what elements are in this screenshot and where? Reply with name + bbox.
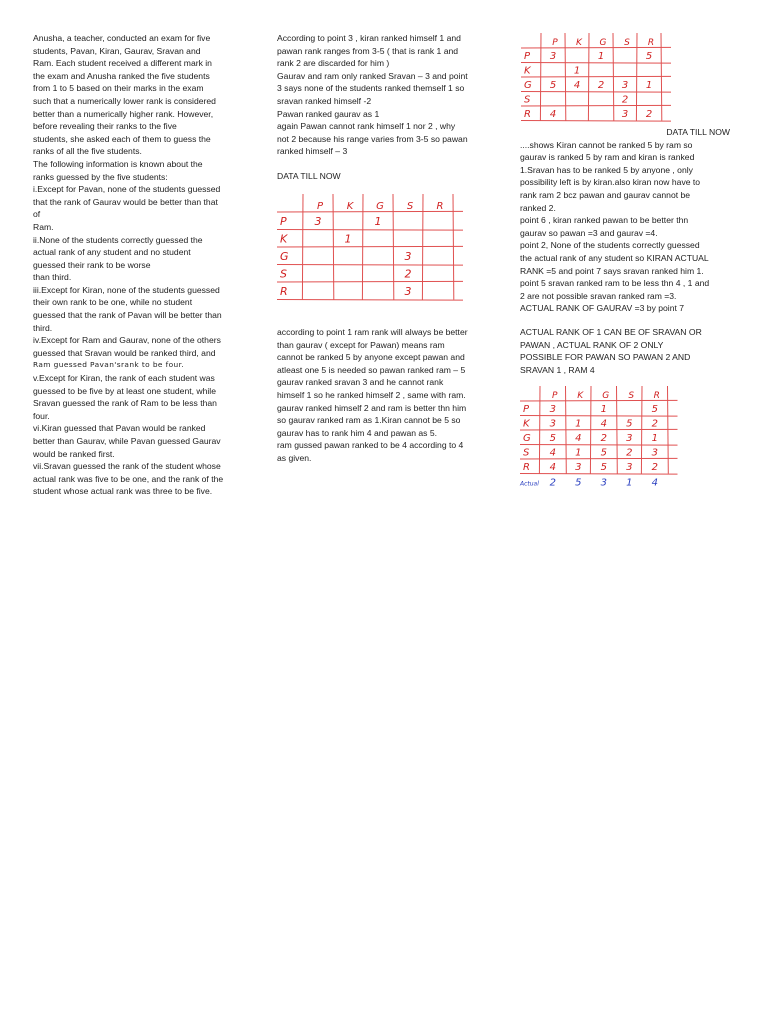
solution-part-2 <box>277 326 495 465</box>
column-header: S <box>628 391 635 401</box>
solution-conclusion <box>520 326 742 376</box>
column-header: R <box>653 391 660 401</box>
text-line: Anusha, a teacher, conducted an exam for five <box>33 33 211 43</box>
row-label: S <box>523 447 530 459</box>
grid-vline <box>641 386 642 474</box>
actual-rank-value: 3 <box>600 477 607 489</box>
grid-cell-value: 2 <box>621 94 629 106</box>
text-line: ii.None of the students correctly guessed the <box>33 234 203 245</box>
text-line: PAWAN , ACTUAL RANK OF 2 ONLY <box>520 339 664 350</box>
grid-hline <box>520 445 678 446</box>
grid-hline <box>277 246 463 247</box>
text-line: Ram guessed Pavan'srank to be four. <box>33 360 185 370</box>
text-line: sravan ranked himself -2 <box>277 95 372 106</box>
text-line: of <box>33 209 41 220</box>
text-line: himself 1 so he ranked himself 2 , same with ram. <box>277 389 466 400</box>
text-line: as given. <box>277 452 312 463</box>
grid-cell-value: 1 <box>573 65 581 77</box>
text-line: better than a numerically higher rank. However, <box>33 108 214 119</box>
text-line: the actual rank of any student so KIRAN ACTUAL <box>520 252 709 263</box>
grid-vline <box>539 386 540 474</box>
grid-hline <box>277 281 463 282</box>
text-line: Ram. <box>33 221 54 232</box>
text-line: before revealing their ranks to the five <box>33 121 177 132</box>
text-line: guessed that the rank of Pavan will be better than <box>33 310 222 321</box>
text-line: cannot be ranked 5 by anyone except pawan and <box>277 352 465 363</box>
column-header: P <box>552 38 558 48</box>
grid-hline <box>521 76 671 77</box>
grid-hline <box>521 63 671 64</box>
grid-cell-value: 3 <box>626 432 633 444</box>
text-line: third. <box>33 322 53 333</box>
text-line: point 6 , kiran ranked pawan to be better thn <box>520 215 689 226</box>
grid-vline <box>661 33 662 121</box>
grid-vline <box>636 33 637 121</box>
text-line: atleast one 5 is needed so pawan ranked ram – 5 <box>277 364 466 375</box>
text-line: according to point 1 ram rank will always be better <box>277 327 468 337</box>
solution-part-3 <box>520 126 742 315</box>
grid-vline <box>333 194 334 300</box>
grid-cell-value: 2 <box>404 267 412 281</box>
grid-cell-value: 2 <box>651 461 658 473</box>
text-line: ranks of all the five students. <box>33 146 142 157</box>
row-label: P <box>524 50 531 62</box>
grid-vline <box>302 194 303 300</box>
row-label: S <box>280 267 287 281</box>
grid-cell-value: 4 <box>549 108 557 120</box>
grid-cell-value: 5 <box>549 79 557 91</box>
row-label: P <box>523 403 530 415</box>
text-line: than gaurav ( except for Pawan) means ram <box>277 339 445 350</box>
grid-cell-value: 4 <box>549 447 556 459</box>
grid-hline <box>521 105 671 106</box>
row-label: K <box>523 418 530 430</box>
grid-hline <box>277 265 463 266</box>
grid-cell-value: 3 <box>404 285 412 299</box>
column-header: P <box>552 391 558 401</box>
rank-grid-2 <box>521 33 661 125</box>
row-label: S <box>524 94 531 106</box>
text-line: not 2 because his range varies from 3-5 so pawan <box>277 133 468 144</box>
grid-cell-value: 2 <box>597 79 605 91</box>
grid-vline <box>565 33 566 121</box>
row-label: K <box>280 232 288 246</box>
grid-cell-value: 3 <box>575 461 582 473</box>
text-line: gaurav has to rank him 4 and pawan as 5. <box>277 427 438 438</box>
row-label: G <box>523 432 531 444</box>
grid-cell-value: 3 <box>549 50 557 62</box>
grid-cell-value: 1 <box>344 232 352 246</box>
grid-cell-value: 3 <box>621 108 629 120</box>
text-line: DATA TILL NOW <box>277 170 341 181</box>
row-label: R <box>524 108 531 120</box>
column-header: S <box>406 201 414 212</box>
grid-cell-value: 2 <box>626 447 633 459</box>
grid-hline <box>520 474 678 475</box>
grid-cell-value: 1 <box>645 79 653 91</box>
text-line: POSSIBLE FOR PAWAN SO PAWAN 2 AND <box>520 352 691 363</box>
grid-cell-value: 3 <box>621 79 629 91</box>
text-line: vii.Sravan guessed the rank of the student whose <box>33 461 221 472</box>
text-line: Ram. Each student received a different mark in <box>33 58 212 69</box>
column-header: P <box>316 201 324 212</box>
text-line: would be ranked first. <box>33 448 115 459</box>
text-line: actual rank of any student and no student <box>33 247 191 258</box>
text-line: ....shows Kiran cannot be ranked 5 by ram so <box>520 139 693 150</box>
grid-cell-value: 5 <box>549 432 556 444</box>
grid-cell-value: 2 <box>645 108 653 120</box>
column-header: G <box>599 38 607 48</box>
text-line: student whose actual rank was three to be five. <box>33 486 213 497</box>
text-line: their own rank to be one, while no student <box>33 297 193 308</box>
text-line: gaurav is ranked 5 by ram and kiran is ranked <box>520 152 695 163</box>
text-line: According to point 3 , kiran ranked himself 1 and <box>277 33 461 43</box>
grid-cell-value: 2 <box>651 418 658 430</box>
column-header: G <box>602 391 610 401</box>
text-line: than third. <box>33 272 72 283</box>
grid-cell-value: 3 <box>404 250 412 264</box>
rank-grid-1 <box>277 194 447 312</box>
text-line: ACTUAL RANK OF GAURAV =3 by point 7 <box>520 303 685 314</box>
grid-cell-value: 5 <box>626 418 633 430</box>
solution-part-1 <box>277 32 495 183</box>
text-line: students, she asked each of them to guess the <box>33 133 211 144</box>
text-line: the exam and Anusha ranked the five students <box>33 70 210 81</box>
text-line: 2 are not possible sravan ranked ram =3. <box>520 290 677 301</box>
grid-cell-value: 5 <box>600 447 607 459</box>
grid-cell-value: 1 <box>374 215 382 229</box>
text-line: four. <box>33 410 50 421</box>
grid-cell-value: 3 <box>549 403 556 415</box>
text-line: gaurav ranked sravan 3 and he cannot rank <box>277 377 444 388</box>
column-header: R <box>647 38 655 48</box>
grid-hline <box>277 300 463 301</box>
text-line: ranked 2. <box>520 202 556 213</box>
row-label: G <box>524 79 532 91</box>
grid-cell-value: 3 <box>549 418 556 430</box>
row-label: G <box>280 250 289 264</box>
text-line: guessed that Sravan would be ranked third, and <box>33 347 216 358</box>
text-line: 3 says none of the students ranked themself 1 so <box>277 83 465 94</box>
grid-cell-value: 4 <box>575 432 582 444</box>
row-label: P <box>280 215 287 229</box>
grid-cell-value: 4 <box>600 418 607 430</box>
text-line: from 1 to 5 based on their marks in the exam <box>33 83 204 94</box>
column-header: K <box>577 391 584 401</box>
text-line: possibility left is by kiran.also kiran now have to <box>520 177 701 188</box>
row-label: K <box>524 65 531 77</box>
grid-cell-value: 4 <box>549 461 556 473</box>
text-line <box>277 158 495 170</box>
grid-vline <box>422 194 423 300</box>
grid-hline <box>520 458 678 459</box>
text-line: gaurav so pawan =3 and gaurav =4. <box>520 227 658 238</box>
text-line: guessed their rank to be worse <box>33 259 151 270</box>
text-line: guessed to be five by at least one student, while <box>33 385 216 396</box>
problem-statement <box>33 32 251 498</box>
text-line: Pawan ranked gaurav as 1 <box>277 108 380 119</box>
text-line: that the rank of Gaurav would be better than that <box>33 196 218 207</box>
grid-cell-value: 5 <box>651 403 658 415</box>
grid-hline <box>520 429 678 430</box>
text-line: rank ram 2 bcz pawan and gaurav cannot be <box>520 189 691 200</box>
grid-cell-value: 1 <box>575 447 582 459</box>
text-line: iv.Except for Ram and Gaurav, none of the others <box>33 335 221 346</box>
text-line: point 5 sravan ranked ram to be less thn 4 , 1 and <box>520 278 710 289</box>
column-header: R <box>436 201 444 212</box>
text-line: better than Gaurav, while Pavan guessed Gaurav <box>33 436 221 446</box>
text-line: vi.Kiran guessed that Pavan would be ranked <box>33 423 206 434</box>
grid-cell-value: 1 <box>600 403 607 415</box>
actual-rank-value: 1 <box>626 477 633 489</box>
actual-rank-value: 5 <box>575 477 582 489</box>
grid-cell-value: 5 <box>600 461 607 473</box>
column-header: K <box>576 38 582 48</box>
text-line: ranks guessed by the five students: <box>33 171 168 182</box>
grid-hline <box>521 92 671 93</box>
grid-vline <box>453 194 454 300</box>
grid-hline <box>520 416 678 417</box>
grid-vline <box>566 386 567 474</box>
text-line: i.Except for Pavan, none of the students guessed <box>33 184 221 195</box>
text-line: gaurav ranked himself 2 and ram is better thn him <box>277 402 467 413</box>
rank-grid-final <box>520 386 670 488</box>
text-line: iii.Except for Kiran, none of the students guessed <box>33 284 220 295</box>
data-till-now-label: DATA TILL NOW <box>666 127 730 137</box>
actual-rank-value: 4 <box>651 477 658 489</box>
text-line: pawan rank ranges from 3-5 ( that is rank 1 and <box>277 45 459 56</box>
text-line: such that a numerically lower rank is considered <box>33 95 216 106</box>
text-line: Gaurav and ram only ranked Sravan – 3 and point <box>277 70 468 81</box>
text-line: again Pawan cannot rank himself 1 nor 2 , why <box>277 121 456 132</box>
text-line: ranked himself – 3 <box>277 146 348 157</box>
grid-vline <box>617 386 618 474</box>
grid-cell-value: 3 <box>626 461 633 473</box>
grid-hline <box>521 121 671 122</box>
column-header: G <box>376 201 384 212</box>
grid-cell-value: 5 <box>645 50 653 62</box>
grid-vline <box>362 194 363 300</box>
text-line: RANK =5 and point 7 says sravan ranked him 1. <box>520 265 704 276</box>
column-header: S <box>624 38 630 48</box>
grid-hline <box>277 211 463 212</box>
grid-vline <box>393 194 394 300</box>
grid-cell-value: 3 <box>651 447 658 459</box>
grid-cell-value: 1 <box>651 432 658 444</box>
actual-rank-label: Actual <box>520 480 539 488</box>
grid-vline <box>613 33 614 121</box>
text-line: v.Except for Kiran, the rank of each student was <box>33 373 215 384</box>
text-line: students, Pavan, Kiran, Gaurav, Sravan and <box>33 45 201 56</box>
text-line: 1.Sravan has to be ranked 5 by anyone , only <box>520 164 693 175</box>
grid-cell-value: 2 <box>600 432 607 444</box>
grid-cell-value: 4 <box>573 79 581 91</box>
grid-vline <box>540 33 541 121</box>
text-line: SRAVAN 1 , RAM 4 <box>520 364 595 375</box>
grid-cell-value: 3 <box>314 215 322 229</box>
text-line: rank 2 are discarded for him ) <box>277 58 390 69</box>
text-line: point 2, None of the students correctly guessed <box>520 240 700 251</box>
grid-vline <box>588 33 589 121</box>
text-line: actual rank was five to be one, and the rank of the <box>33 473 224 484</box>
grid-hline <box>277 230 463 231</box>
text-line: Sravan guessed the rank of Ram to be less than <box>33 398 217 409</box>
text-line: ACTUAL RANK OF 1 CAN BE OF SRAVAN OR <box>520 327 702 337</box>
grid-vline <box>668 386 669 474</box>
grid-cell-value: 1 <box>597 50 605 62</box>
column-header: K <box>346 201 354 212</box>
grid-cell-value: 1 <box>575 418 582 430</box>
text-line: ram gussed pawan ranked to be 4 according to 4 <box>277 440 464 451</box>
actual-rank-value: 2 <box>549 477 556 489</box>
text-line: so gaurav ranked ram as 1.Kiran cannot be 5 so <box>277 415 461 426</box>
row-label: R <box>523 461 530 473</box>
grid-vline <box>590 386 591 474</box>
text-line: The following information is known about the <box>33 158 203 169</box>
row-label: R <box>280 285 288 299</box>
